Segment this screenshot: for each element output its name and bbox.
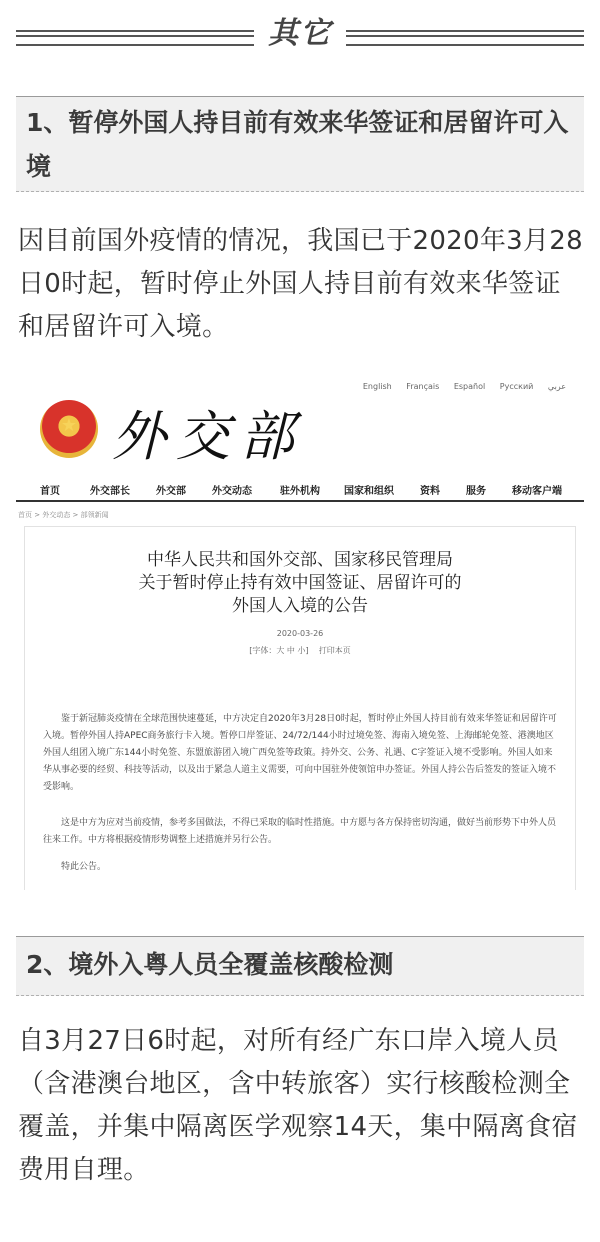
- section-1-heading: 1、暂停外国人持目前有效来华签证和居留许可入境: [16, 96, 584, 192]
- nav-item[interactable]: 国家和组织: [344, 486, 394, 497]
- language-link[interactable]: Français: [406, 382, 440, 391]
- breadcrumb: 首页 > 外交动态 > 部领新闻: [18, 511, 109, 519]
- nav-item[interactable]: 资料: [420, 486, 440, 497]
- section-banner: [0, 0, 600, 80]
- language-link[interactable]: English: [362, 382, 392, 391]
- national-emblem-icon: [40, 400, 98, 458]
- nav-item[interactable]: 外交部: [156, 486, 186, 497]
- notice-panel: [24, 526, 576, 890]
- section-2-paragraph: 自3月27日6时起，对所有经广东口岸入境人员（含港澳台地区，含中转旅客）实行核酸检测全覆盖，并集中隔离医学观察14天，集中隔离食宿费用自理。: [18, 1026, 578, 1185]
- nav-item[interactable]: 驻外机构: [280, 486, 320, 497]
- banner-divider-right: [346, 30, 584, 46]
- notice-title-line: 关于暂时停止持有效中国签证、居留许可的: [138, 573, 462, 593]
- nav-item[interactable]: 外交部长: [90, 486, 130, 497]
- site-nav: [16, 478, 584, 502]
- banner-title: 其它: [268, 16, 332, 51]
- mfa-logo-text: 外交部: [112, 405, 304, 468]
- notice-body-paragraph: 这是中方为应对当前疫情，参考多国做法，不得已采取的临时性措施。中方愿与各方保持密切沟通，做好当前形势下中外人员往来工作。中方将根据疫情形势调整上述措施并另行公告。: [43, 818, 557, 845]
- mfa-notice-screenshot: [16, 372, 584, 890]
- notice-tools: [25, 645, 575, 656]
- nav-item[interactable]: 移动客户端: [512, 486, 562, 497]
- notice-body-paragraph: 鉴于新冠肺炎疫情在全球范围快速蔓延，中方决定自2020年3月28日0时起，暂时停止外国人持目前有效来华签证和居留许可入境。暂停外国人持APEC商务旅行卡入境。暂停口岸签证、24/72/144小时过境免签、海南入境免签、上海邮轮免签、港澳地区外国人组团入境广东144小时免签、东盟旅游团入境广西免签等政策。持外交、公务、礼遇、C字签证入境不受影响。外国人如来华从事必要的经贸、科技等活动，以及出于紧急人道主义需要，可向中国驻外使领馆申办签证。外国人持公告后签发的签证入境不受影响。: [43, 714, 557, 792]
- section-1-paragraph: 因目前国外疫情的情况，我国已于2020年3月28日0时起，暂时停止外国人持目前有效来华签证和居留许可入境。: [18, 226, 583, 342]
- section-2-heading: 2、境外入粤人员全覆盖核酸检测: [16, 936, 584, 996]
- notice-title: [25, 549, 575, 618]
- language-links: [351, 382, 566, 391]
- notice-title-line: 中华人民共和国外交部、国家移民管理局: [147, 550, 453, 570]
- print-link[interactable]: 打印本页: [318, 646, 351, 655]
- notice-title-line: 外国人入境的公告: [232, 596, 368, 616]
- banner-divider-left: [16, 30, 254, 46]
- language-link[interactable]: Español: [453, 382, 486, 391]
- language-link[interactable]: Русский: [499, 382, 534, 391]
- nav-item[interactable]: 首页: [40, 486, 60, 497]
- font-size-selector[interactable]: [字体：大 中 小]: [249, 646, 309, 655]
- notice-body-paragraph: 特此公告。: [61, 862, 107, 872]
- nav-item[interactable]: 外交动态: [212, 486, 252, 497]
- nav-item[interactable]: 服务: [466, 486, 486, 497]
- language-link[interactable]: عربي: [547, 382, 566, 391]
- notice-date: 2020-03-26: [276, 629, 324, 638]
